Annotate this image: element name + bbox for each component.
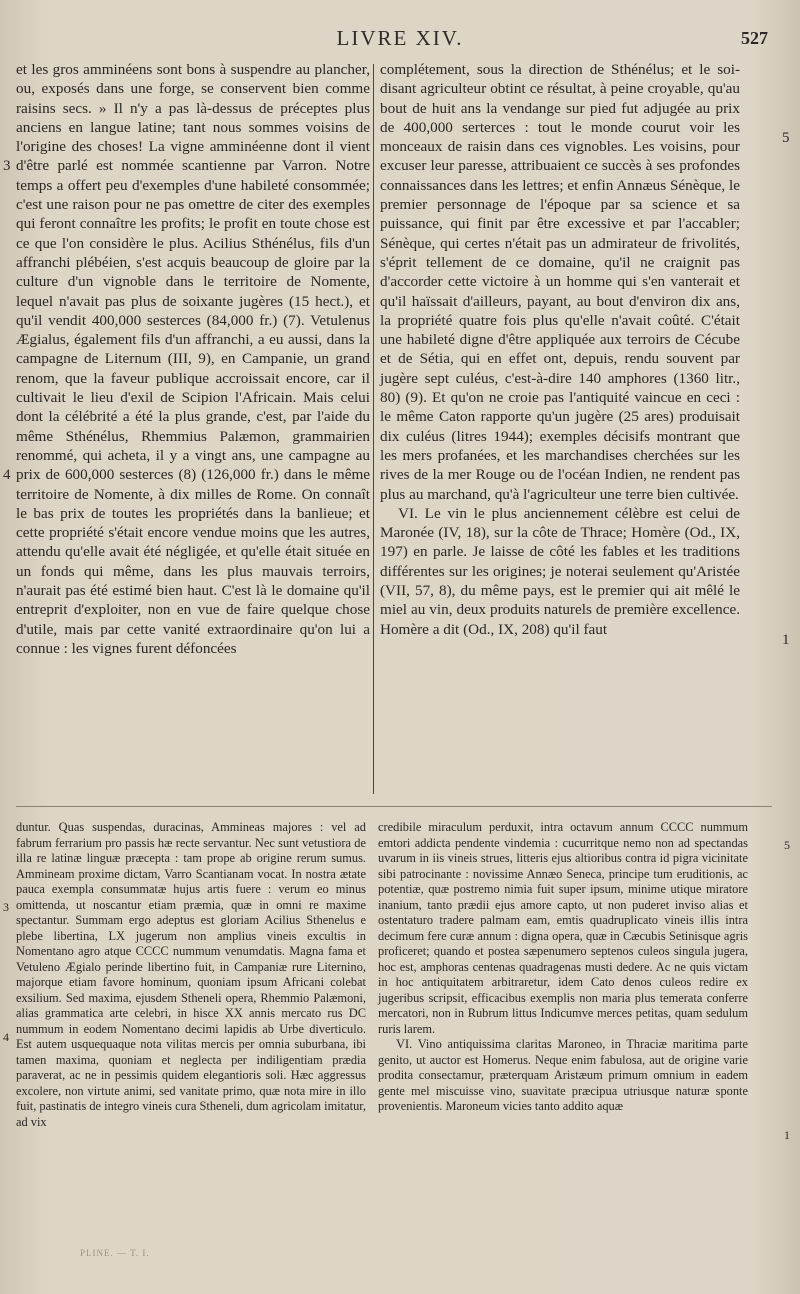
- french-paragraph: complétement, sous la direction de Sthénélus; et le soi-disant agriculteur obtint ce résultat, à peine croyable, qu'au bout de huit ans la vendange sur pied fut adjugée au prix de 400,000 serterces : tout le monde courut voir les monceaux de raisin dans ces vignobles. Les voisins, pour excuser leur paresse, attribuaient ce succès à ses profondes connaissances dans les lettres; et enfin Annæus Sénèque, le premier personnage de l'époque par sa science et sa puissance, qui finit par être excessive et par l'accabler; Sénèque, qui certes n'était pas un admirateur de frivolités, s'éprit tellement de ce domaine, qu'il ne craignit pas d'accorder cette victoire à un homme qui s'en vanterait et qu'il haïssait d'ailleurs, payant, au bout d'environ dix ans, la propriété quatre fois plus qu'elle n'avait coûté. C'était une habileté digne d'être appliquée aux terroirs de Cécube et de Sétia, qui en effet ont, depuis, rendu souvent par jugère sept culéus, c'est-à-dire 140 amphores (1360 litr., 80) (9). Et qu'on ne croie pas l'antiquité vaincue en ceci : le même Caton rapporte qu'un jugère (25 ares) produisait dix culéus (litres 1944); exemples décisifs montrant que les mers profanées, et les marchandises cherchées sur les rives de la mer Rouge ou de l'océan Indien, ne rendent pas plus au marchand, qu'à l'agriculteur une terre bien cultivée.: [380, 61, 740, 503]
- page-header: [0, 22, 800, 52]
- latin-paragraph: credibile miraculum perduxit, intra octavum annum CCCC nummum emtori addicta pendente vindemia : cucurritque nemo non ad spectandas uvarum in iis vineis strues, litteris ejus altioribus contra id pigra vicinitate sibi patrocinante : novissime Annæo Seneca, principe tum eruditionis, ac potentiæ, quæ postremo nimia fuit super ipsum, minime utique miratore inanium, tanto prædii ejus amore capto, ut non puderet inviso alias et ostentaturo tradere palmam eam, emtis quadruplicato vineis illis intra decimum fere curæ annum : digna opera, quæ in Cæcubis Setinisque agris proficeret; quando et postea sæpenumero septenos culeos singula jugera, hoc est, amphoras centenas quadragenas musti dedere. Ac ne quis victam in hoc antiquitatem arbitraretur, idem Cato denos culeos redire ex jugeribus scripsit, efficacibus exemplis non maria plus temerata conferre mercatori, non in Rubrum littus Indicumve merces petitas, quam sedulum ruris larem.: [378, 820, 748, 1036]
- running-title: LIVRE XIV.: [336, 26, 464, 50]
- faint-footer-mark: PLINE. — T. I.: [80, 1248, 150, 1258]
- margin-number: 3: [3, 900, 9, 914]
- margin-number: 4: [3, 1030, 9, 1044]
- column-divider: [373, 64, 374, 794]
- margin-number: 5: [784, 838, 790, 852]
- french-text-left-column: [16, 60, 370, 790]
- margin-number: 5: [782, 130, 790, 146]
- margin-number: 1: [782, 632, 790, 648]
- french-paragraph: et les gros amminéens sont bons à suspendre au plancher, ou, exposés dans une forge, se conservent bien comme raisins secs. » Il n'y a pas là-dessus de préceptes plus anciens en langue latine; tant nous sommes voisins de l'origine des choses! La vigne amminéenne dont il vient d'être parlé est nommée scantienne par Varron. Notre temps a offert peu d'exemples d'une habileté consommée; c'est une raison pour ne pas omettre de citer des exemples qui feront connaître les profits; le profit en toute chose est ce que l'on considère le plus. Acilius Sthénélus, fils d'un affranchi plébéien, s'est acquis beaucoup de gloire par la culture d'un vignoble dans le territoire de Nomente, lequel n'avait pas plus de soixante jugères (15 hect.), et qu'il vendit 400,000 sesterces (84,000 fr.) (7). Vetulenus Ægialus, également fils d'un affranchi, a eu aussi, dans la campagne de Liternum (III, 9), en Campanie, un grand renom, que la faveur publique accroissait encore, car il cultivait le lieu d'exil de Scipion l'Africain. Mais celui dont la célébrité a été la plus grande, c'est, par l'aide du même Sthénélus, Rhemmius Palæmon, grammairien renommé, qui acheta, il y a vingt ans, une campagne au prix de 600,000 sesterces (8) (126,000 fr.) dans le même territoire de Nomente, à dix milles de Rome. On connaît le bas prix de toutes les propriétés dans la banlieue; et cette propriété s'était encore vendue moins que les autres, attendu qu'elle avait été négligée, et qu'elle était située en un fonds qui même, dans les plus mauvais terroirs, n'aurait pas été estimé bien haut. C'est là le domaine qu'il entreprit d'exploiter, non en vue de faire quelque chose d'utile, mais par cette vanité extraordinaire qu'on lui a connue : les vignes furent défoncées: [16, 61, 370, 657]
- latin-paragraph-chapter-vi: VI. Vino antiquissima claritas Maroneo, in Thraciæ maritima parte genito, ut auctor est Homerus. Neque enim fabulosa, aut de origine varie prodita consectamur, præterquam Aristæum primum omnium in eadem gente mel miscuisse vino, suavitate præcipua utriusque naturæ sponte provenientis. Maroneum vicies tanto addito aquæ: [378, 1037, 748, 1113]
- section-divider: [16, 806, 772, 807]
- latin-text-left-column: [16, 820, 366, 1240]
- margin-number: 4: [3, 467, 11, 483]
- margin-number: 3: [3, 158, 11, 174]
- latin-text-right-column: [378, 820, 748, 1240]
- french-paragraph-chapter-vi: VI. Le vin le plus anciennement célèbre est celui de Maronée (IV, 18), sur la côte de Thrace; Homère (Od., IX, 197) en parle. Je laisse de côté les fables et les traditions différentes sur les origines; je noterai seulement qu'Aristée (VII, 57, 8), du même pays, est le premier qui ait mêlé le miel au vin, deux produits naturels de première excellence. Homère a dit (Od., IX, 208) qu'il faut: [380, 504, 740, 638]
- margin-number: 1: [784, 1128, 790, 1142]
- page-number: 527: [741, 28, 768, 48]
- french-text-right-column: [380, 60, 740, 800]
- latin-paragraph: duntur. Quas suspendas, duracinas, Ammineas majores : vel ad fabrum ferrarium pro passis hæ recte servantur. Nec sunt vetustiora de illa re latinæ linguæ præcepta : tam prope ab origine rerum sumus. Ammineam proxime dictam, Varro Scantianam vocat. In nostra ætate pauca exempla consummatæ hujus artis fuere : verum eo minus omittenda, ut noscantur etiam præmia, quæ in omni re maxime spectantur. Summam ergo adeptus est gloriam Acilius Sthenelus e plebe libertina, LX jugerum non amplius vineis excultis in Nomentano agro atque CCCC nummum venumdatis. Magna fama et Vetuleno Ægialo perinde libertino fuit, in Campaniæ rure Liternino, majorque etiam favore hominum, quoniam ipsum Africani colebat exsilium. Sed maxima, ejusdem Stheneli opera, Rhemmio Palæmoni, alias grammatica arte celebri, in hisce XX annis mercato rus DC nummum in eodem Nomentano decimi lapidis ab Urbe diverticulo. Est autem usquequaque nota vilitas mercis per omnia suburbana, ibi tamen maxima, quoniam et neglecta per indiligentiam prædia paraverat, ac ne in pessimis quidem elegantioris soli. Hæc aggressus excolere, non virtute animi, sed vanitate primo, quæ nota mire in illo fuit, pastinatis de integro vineis cura Stheneli, dum agricolam imitatur, ad vix: [16, 820, 366, 1129]
